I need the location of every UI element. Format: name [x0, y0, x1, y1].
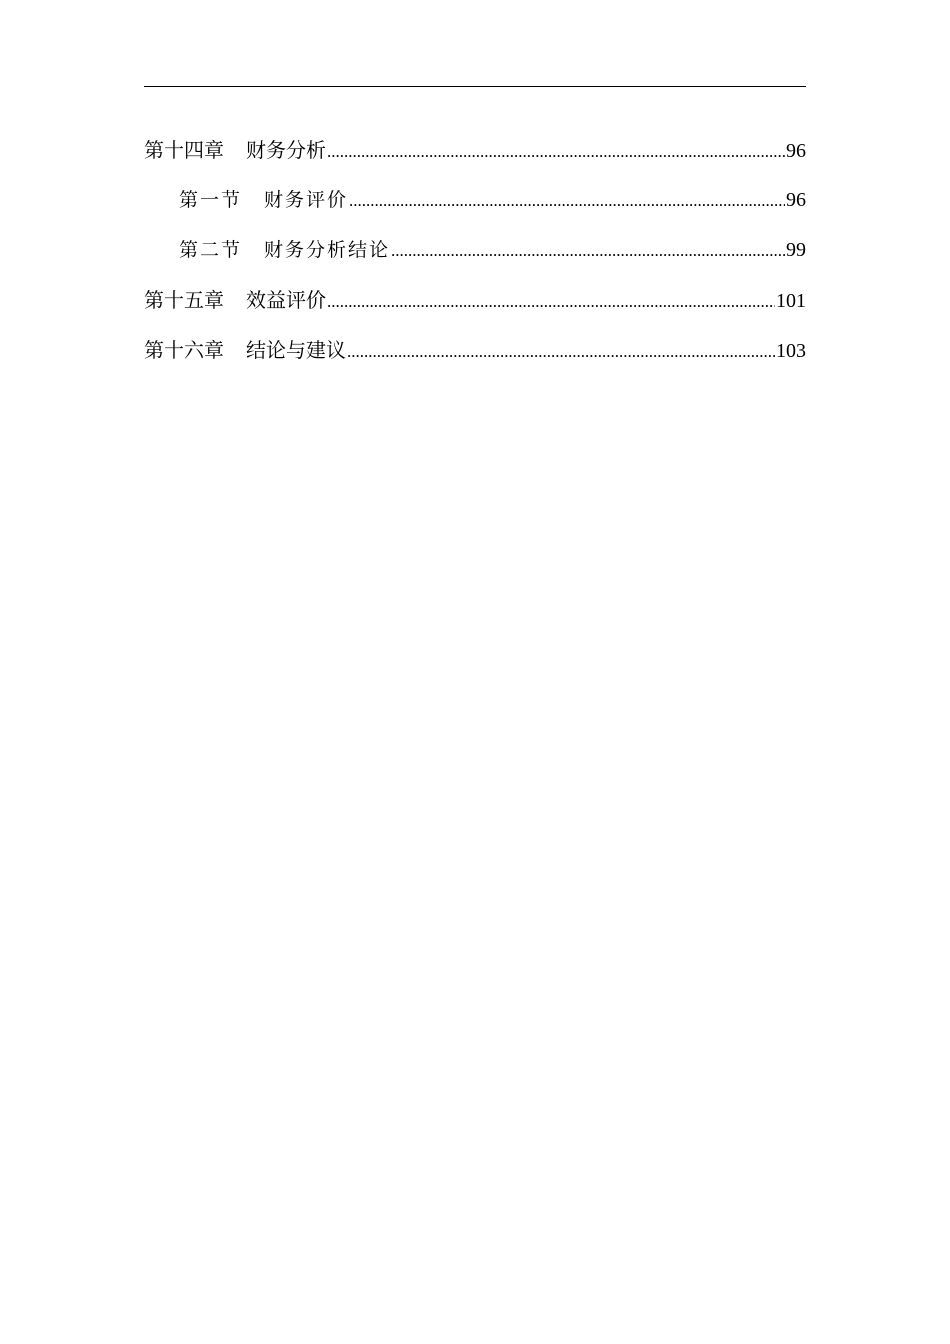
- toc-page-number: 99: [786, 239, 806, 261]
- toc-entry-number: 第一节: [179, 189, 243, 211]
- toc-entry-chapter-16[interactable]: [144, 332, 806, 382]
- toc-dot-leader: [327, 284, 775, 320]
- toc-entry-number: 第十四章: [144, 138, 224, 162]
- toc-entry-title: 财务分析结论: [264, 239, 391, 261]
- toc-page-number: 101: [776, 290, 806, 312]
- toc-entry-section-1[interactable]: [144, 182, 806, 232]
- toc-page-number: 96: [786, 189, 806, 211]
- toc-entry-title: 财务评价: [264, 189, 349, 211]
- table-of-contents: [144, 132, 806, 382]
- toc-page-number: 96: [786, 140, 806, 162]
- toc-entry-label: [144, 332, 346, 368]
- toc-entry-title: 结论与建议: [246, 338, 346, 362]
- toc-entry-number: 第十五章: [144, 288, 224, 312]
- toc-dot-leader: [391, 233, 785, 269]
- toc-page-number: 103: [776, 340, 806, 362]
- toc-entry-title: 财务分析: [246, 138, 326, 162]
- toc-entry-chapter-14[interactable]: [144, 132, 806, 182]
- header-rule: [144, 86, 806, 87]
- toc-dot-leader: [327, 134, 785, 170]
- toc-dot-leader: [347, 334, 775, 370]
- toc-dot-leader: [349, 183, 785, 219]
- toc-entry-title: 效益评价: [246, 288, 326, 312]
- toc-entry-section-2[interactable]: [144, 232, 806, 282]
- toc-entry-label: [144, 132, 326, 168]
- toc-entry-label: [144, 282, 326, 318]
- toc-entry-label: [179, 182, 348, 218]
- toc-entry-chapter-15[interactable]: [144, 282, 806, 332]
- toc-entry-label: [179, 232, 390, 268]
- toc-entry-number: 第十六章: [144, 338, 224, 362]
- toc-entry-number: 第二节: [179, 239, 243, 261]
